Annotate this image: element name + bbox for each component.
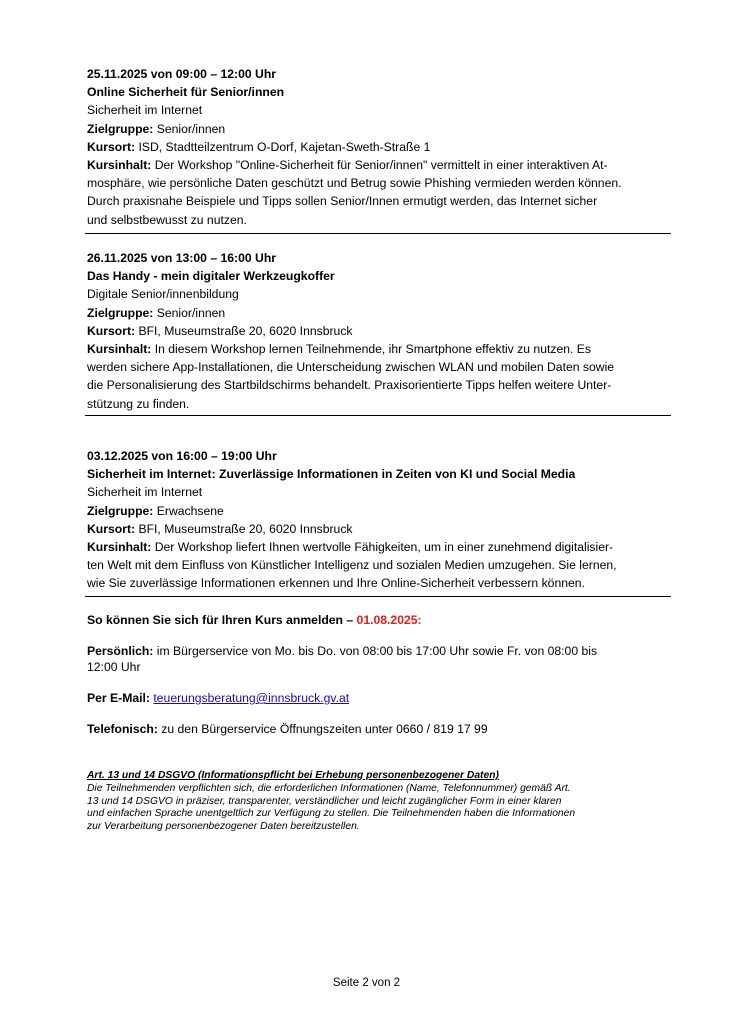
course-location [87, 322, 670, 340]
course-title: Das Handy - mein digitaler Werkzeugkoffer [87, 269, 335, 284]
content-line: stützung zu finden. [87, 396, 190, 411]
location-value: BFI, Museumstraße 20, 6020 Innsbruck [138, 323, 353, 338]
course-date-time: 26.11.2025 von 13:00 – 16:00 Uhr [87, 251, 277, 265]
course-title: Sicherheit im Internet: Zuverlässige Informationen in Zeiten von KI und Social Media [87, 467, 576, 482]
course-entry [87, 65, 670, 229]
registration-personal [87, 643, 670, 675]
location-label: Kursort: [87, 521, 136, 536]
target-label: Zielgruppe: [87, 121, 154, 136]
section-divider [85, 233, 671, 234]
email-link[interactable]: teuerungsberatung@innsbruck.gv.at [153, 691, 350, 705]
course-content [87, 538, 670, 593]
content-line: die Personalisierung des Startbildschirms behandelt. Praxisorientierte Tipps helfen weitere Unter- [87, 378, 612, 393]
course-title: Online Sicherheit für Senior/innen [87, 85, 285, 100]
content-label: Kursinhalt: [87, 158, 152, 173]
location-value: BFI, Museumstraße 20, 6020 Innsbruck [138, 521, 353, 536]
privacy-line: und einfachen Sprache unentgeltlich zur Verfügung zu stellen. Die Teilnehmenden haben die Informationen [87, 808, 576, 820]
course-target-group [87, 502, 670, 520]
target-label: Zielgruppe: [87, 503, 154, 518]
privacy-notice [87, 770, 672, 834]
course-date-time: 25.11.2025 von 09:00 – 12:00 Uhr [87, 67, 277, 81]
course-content [87, 156, 670, 229]
privacy-title: Art. 13 und 14 DSGVO (Informationspflicht bei Erhebung personenbezogener Daten) [87, 770, 499, 781]
content-line: In diesem Workshop lernen Teilnehmende, ihr Smartphone effektiv zu nutzen. Es [154, 342, 592, 357]
privacy-line: Die Teilnehmenden verpflichten sich, die erforderlichen Informationen (Name, Telefonnummer) gemäß Art. [87, 782, 571, 794]
course-entry [87, 249, 670, 413]
course-target-group [87, 304, 670, 322]
section-divider [85, 596, 671, 597]
content-line: mosphäre, wie persönliche Daten geschützt und Betrug sowie Phishing vermieden werden können. [87, 176, 622, 191]
phone-label: Telefonisch: [87, 722, 158, 736]
registration-deadline: 01.08.2025: [356, 613, 422, 627]
privacy-line: zur Verarbeitung personenbezogener Daten bereitzustellen. [87, 821, 360, 833]
course-location [87, 520, 670, 538]
content-line: Durch praxisnahe Beispiele und Tipps sollen Senior/Innen ermutigt werden, das Internet sicher [87, 194, 598, 209]
content-line: Der Workshop liefert Ihnen wertvolle Fähigkeiten, um in einer zunehmend digitalisier- [154, 540, 614, 555]
content-line: und selbstbewusst zu nutzen. [87, 212, 247, 227]
content-line: werden sichere App-Installationen, die Unterscheidung zwischen WLAN und mobilen Daten sowie [87, 360, 615, 375]
course-category: Sicherheit im Internet [87, 485, 203, 500]
course-target-group [87, 120, 670, 138]
personal-label: Persönlich: [87, 644, 154, 658]
registration-heading: So können Sie sich für Ihren Kurs anmelden – [87, 613, 357, 627]
target-label: Zielgruppe: [87, 305, 154, 320]
course-category: Sicherheit im Internet [87, 103, 203, 118]
content-line: ten Welt mit dem Einfluss von Künstlicher Intelligenz und sozialen Medien umzugehen. Sie lernen, [87, 558, 617, 573]
location-label: Kursort: [87, 323, 136, 338]
phone-text: zu den Bürgerservice Öffnungszeiten unter 0660 / 819 17 99 [161, 722, 488, 736]
course-date-time: 03.12.2025 von 16:00 – 19:00 Uhr [87, 449, 277, 463]
target-value: Senior/innen [156, 305, 226, 320]
course-entry [87, 447, 670, 593]
course-category: Digitale Senior/innenbildung [87, 287, 239, 302]
content-label: Kursinhalt: [87, 540, 152, 555]
content-line: Der Workshop "Online-Sicherheit für Senior/innen" vermittelt in einer interaktiven At- [154, 158, 608, 173]
privacy-line: 13 und 14 DSGVO in präziser, transparenter, verständlicher und leicht zugänglicher Form in einer klaren [87, 795, 562, 807]
location-value: ISD, Stadtteilzentrum O-Dorf, Kajetan-Sweth-Straße 1 [138, 139, 431, 154]
target-value: Senior/innen [156, 121, 226, 136]
email-label: Per E-Mail: [87, 691, 150, 705]
registration-title [87, 612, 670, 628]
content-label: Kursinhalt: [87, 342, 152, 357]
personal-text: im Bürgerservice von Mo. bis Do. von 08:00 bis 17:00 Uhr sowie Fr. von 08:00 bis [156, 644, 598, 658]
content-line: wie Sie zuverlässige Informationen erkennen und Ihre Online-Sicherheit verbessern können. [87, 576, 585, 591]
registration-email [87, 690, 670, 706]
registration-phone [87, 721, 670, 737]
personal-text-cont: 12:00 Uhr [87, 660, 141, 674]
target-value: Erwachsene [156, 503, 224, 518]
section-divider [85, 415, 671, 416]
course-content [87, 340, 670, 413]
course-location [87, 138, 670, 156]
page-number: Seite 2 von 2 [332, 977, 401, 989]
location-label: Kursort: [87, 139, 136, 154]
